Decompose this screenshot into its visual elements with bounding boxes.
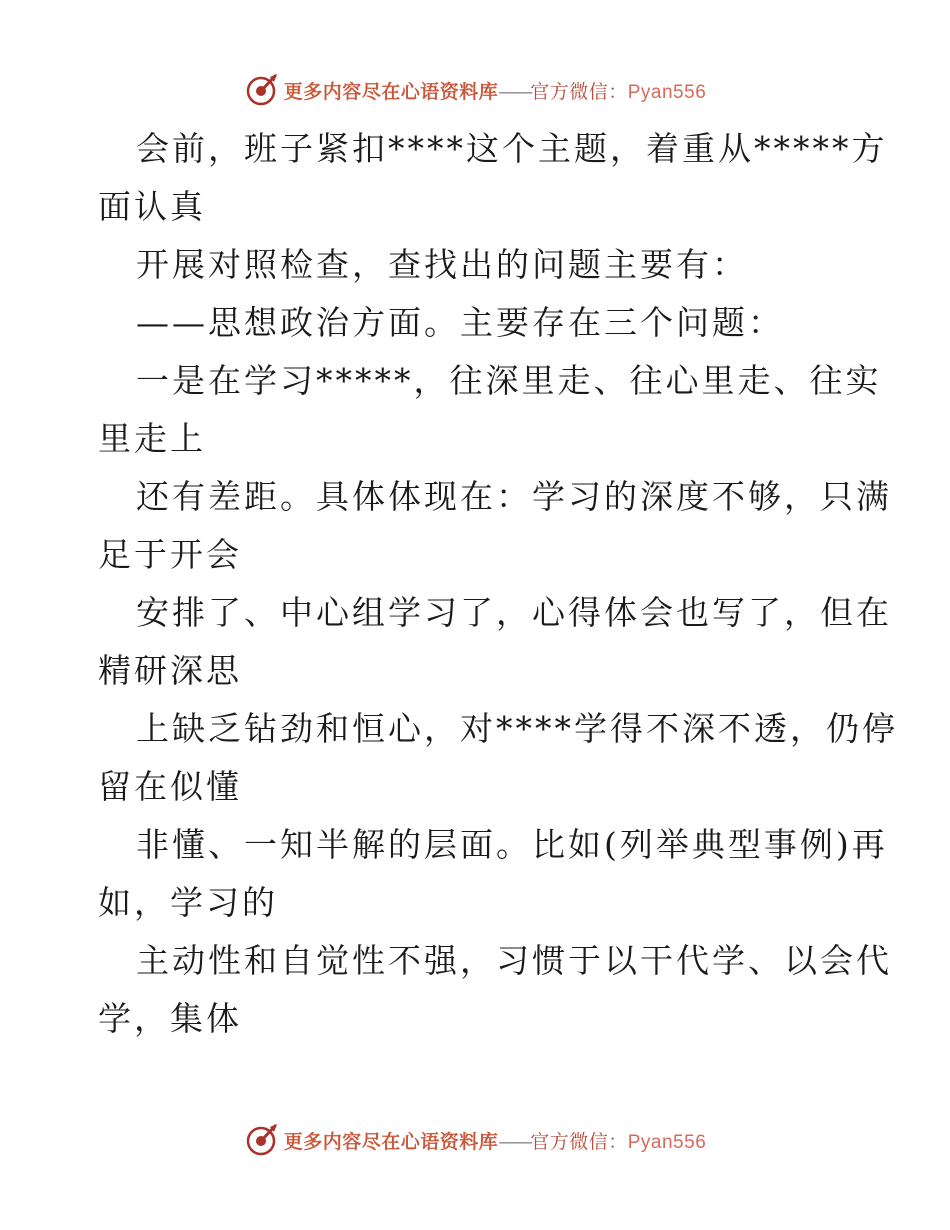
banner-text (284, 77, 707, 104)
document-body (98, 120, 898, 1048)
paragraph-line: 开展对照检查，查找出的问题主要有： (136, 245, 748, 284)
library-name: 更多内容尽在心语资料库 (283, 1130, 499, 1153)
paragraph-continuation: 面认真 (98, 187, 206, 226)
wechat-label: 官方微信： (530, 1130, 628, 1153)
wechat-id: Pyan556 (627, 1131, 707, 1153)
banner-separator: —— (498, 80, 531, 103)
paragraph-line: 安排了、中心组学习了，心得体会也写了，但在 (136, 593, 892, 632)
paragraph-line: 还有差距。具体体现在：学习的深度不够，只满 (136, 477, 892, 516)
paragraph-line: 会前，班子紧扣****这个主题，着重从*****方 (136, 129, 888, 168)
footer-watermark-banner (0, 1120, 950, 1160)
wechat-label: 官方微信： (530, 80, 628, 103)
paragraph-continuation: 留在似懂 (98, 767, 242, 806)
header-watermark-banner (0, 70, 950, 110)
quill-logo-icon (244, 72, 280, 108)
paragraph-continuation: 里走上 (98, 419, 206, 458)
library-name: 更多内容尽在心语资料库 (283, 80, 499, 103)
paragraph-line: 主动性和自觉性不强，习惯于以干代学、以会代 (136, 941, 892, 980)
paragraph-continuation: 足于开会 (98, 535, 242, 574)
paragraph-line: 上缺乏钻劲和恒心，对****学得不深不透，仍停 (136, 709, 898, 748)
banner-text (284, 1127, 707, 1154)
paragraph-line: ——思想政治方面。主要存在三个问题： (136, 303, 784, 342)
paragraph-continuation: 学，集体 (98, 999, 242, 1038)
quill-logo-icon (244, 1122, 280, 1158)
paragraph-line: 非懂、一知半解的层面。比如(列举典型事例)再 (136, 825, 888, 864)
paragraph-continuation: 如，学习的 (98, 883, 278, 922)
banner-separator: —— (498, 1130, 531, 1153)
wechat-id: Pyan556 (627, 81, 707, 103)
paragraph-continuation: 精研深思 (98, 651, 242, 690)
paragraph-line: 一是在学习*****，往深里走、往心里走、往实 (136, 361, 882, 400)
